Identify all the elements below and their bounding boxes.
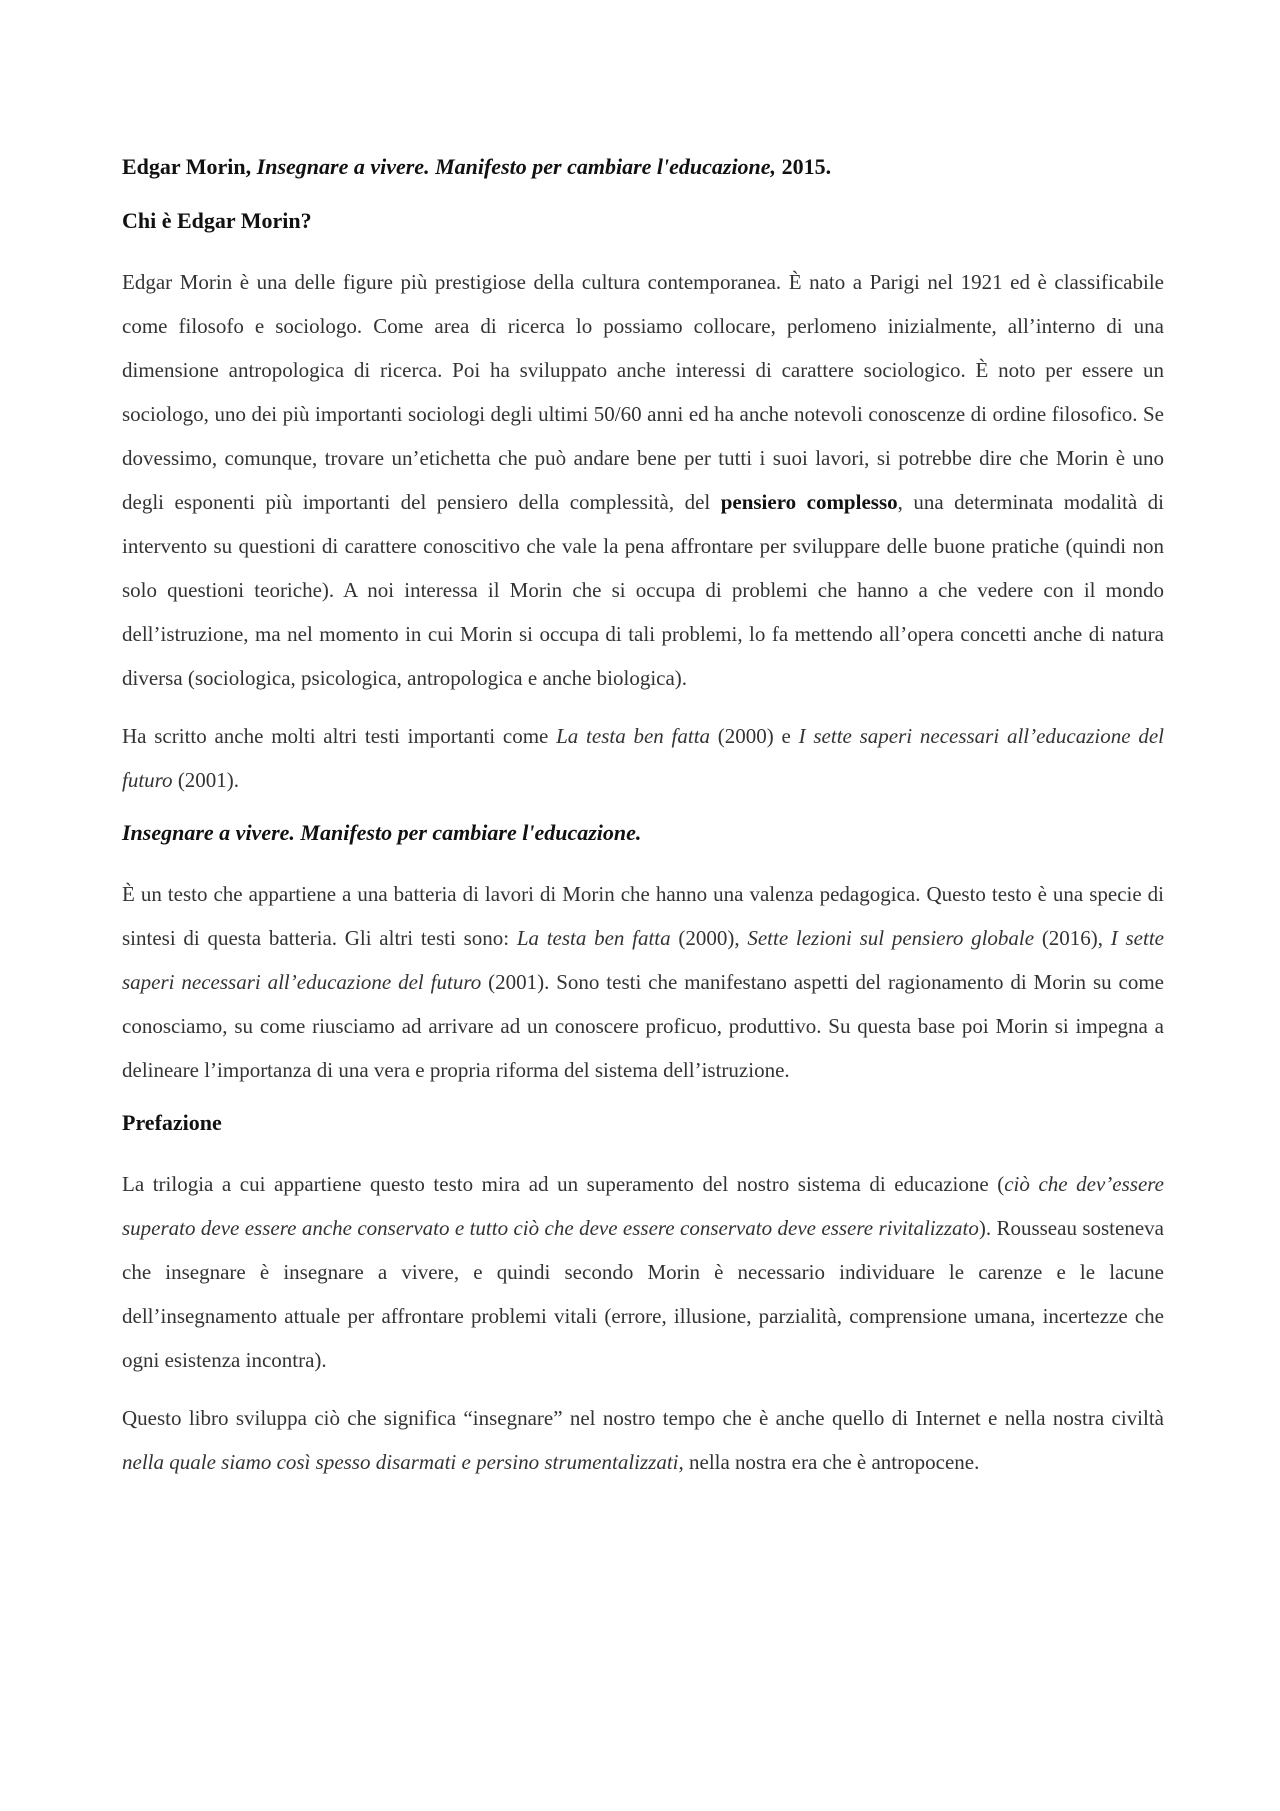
book-title-sette-saperi: I sette saperi necessari all’educazione del futuro xyxy=(122,926,1164,994)
text-run: La trilogia a cui appartiene questo testo mira ad un superamento del nostro sistema di educazione ( xyxy=(122,1172,1005,1196)
document-page xyxy=(122,150,1164,1498)
title-author: Edgar Morin, xyxy=(122,154,252,179)
text-run: (2000), xyxy=(670,926,748,950)
text-run: (2001). xyxy=(172,768,240,792)
italic-quote: nella quale siamo così spesso disarmati e persino strumentalizzati xyxy=(122,1450,679,1474)
paragraph-trilogy xyxy=(122,872,1164,1092)
heading-insegnare-a-vivere: Insegnare a vivere. Manifesto per cambiare l'educazione. xyxy=(122,820,642,845)
title-book: Insegnare a vivere. Manifesto per cambiare l'educazione, xyxy=(256,154,777,179)
heading-chi-e-edgar-morin: Chi è Edgar Morin? xyxy=(122,208,312,233)
book-title-la-testa-ben-fatta: La testa ben fatta xyxy=(556,724,711,748)
italic-quote: ciò che dev’essere superato deve essere anche conservato e tutto ciò che deve essere conservato deve essere rivitalizzato xyxy=(122,1172,1164,1240)
text-run: Questo libro sviluppa ciò che significa “insegnare” nel nostro tempo che è anche quello di Internet e nella nostra civiltà xyxy=(122,1406,1164,1430)
book-title-la-testa-ben-fatta: La testa ben fatta xyxy=(516,926,671,950)
heading-prefazione: Prefazione xyxy=(122,1110,222,1135)
text-run: ). Rousseau sosteneva che insegnare è insegnare a vivere, e quindi secondo Morin è necessario individuare le carenze e le lacune dell’insegnamento attuale per affrontare problemi vitali (errore, illusione, parzialità, comprensione umana, incertezze che ogni esistenza incontra). xyxy=(122,1216,1164,1372)
text-run: Ha scritto anche molti altri testi importanti come xyxy=(122,724,557,748)
text-run: È un testo che appartiene a una batteria di lavori di Morin che hanno una valenza pedagogica. Questo testo è una specie di sintesi di questa batteria. Gli altri testi sono: xyxy=(122,882,1164,950)
text-run: (2000) e xyxy=(710,724,799,748)
paragraph-biography xyxy=(122,260,1164,700)
text-run: Edgar Morin è una delle figure più prestigiose della cultura contemporanea. È nato a Parigi nel 1921 ed è classificabile come filosofo e sociologo. Come area di ricerca lo possiamo collocare, perlomeno inizialmente, all’interno di una dimensione antropologica di ricerca. Poi ha sviluppato anche interessi di carattere sociologico. È noto per essere un sociologo, uno dei più importanti sociologi degli ultimi 50/60 anni ed ha anche notevoli conoscenze di ordine filosofico. Se dovessimo, comunque, trovare un’etichetta che può andare bene per tutti i suoi lavori, si potrebbe dire che Morin è uno degli esponenti più importanti del pensiero della complessità, del xyxy=(122,270,1164,514)
text-run: , una determinata modalità di intervento su questioni di carattere conoscitivo che vale la pena affrontare per sviluppare delle buone pratiche (quindi non solo questioni teoriche). A noi interessa il Morin che si occupa di problemi che hanno a che vedere con il mondo dell’istruzione, ma nel momento in cui Morin si occupa di tali problemi, lo fa mettendo all’opera concetti anche di natura diversa (sociologica, psicologica, antropologica e anche biologica). xyxy=(122,490,1165,690)
text-run: (2016), xyxy=(1034,926,1111,950)
book-title-sette-lezioni: Sette lezioni sul pensiero globale xyxy=(747,926,1035,950)
text-run: (2001). Sono testi che manifestano aspetti del ragionamento di Morin su come conosciamo, su come riusciamo ad arrivare ad un conoscere proficuo, produttivo. Su questa base poi Morin si impegna a delineare l’importanza di una vera e propria riforma del sistema dell’istruzione. xyxy=(122,970,1164,1082)
bold-term-pensiero-complesso: pensiero complesso xyxy=(720,490,898,514)
paragraph-prefazione-1 xyxy=(122,1162,1164,1382)
title-year: 2015. xyxy=(781,154,832,179)
document-title xyxy=(122,150,1164,184)
paragraph-prefazione-2 xyxy=(122,1396,1164,1484)
book-title-sette-saperi: I sette saperi necessari all’educazione del futuro xyxy=(122,724,1164,792)
paragraph-other-works xyxy=(122,714,1164,802)
text-run: , nella nostra era che è antropocene. xyxy=(678,1450,980,1474)
